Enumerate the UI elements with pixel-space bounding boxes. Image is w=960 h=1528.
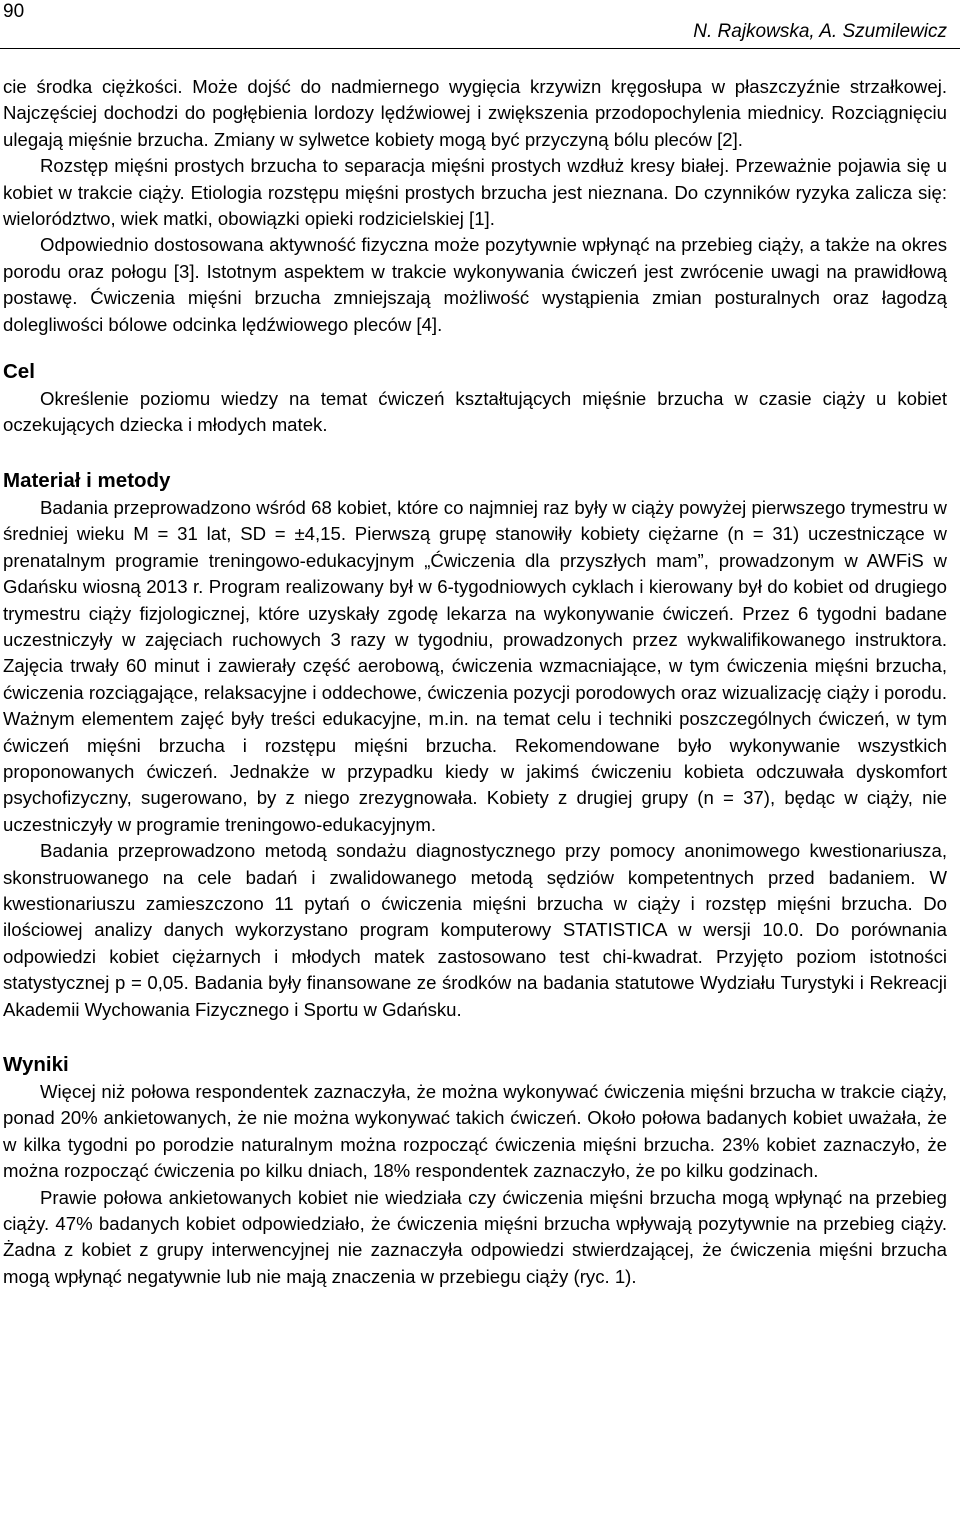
article-body: [3, 74, 947, 1290]
page-number: 90: [3, 1, 25, 22]
intro-paragraph-3: Odpowiednio dostosowana aktywność fizyczna może pozytywnie wpłynąć na przebieg ciąży, a także na okres porodu oraz połogu [3]. Istotnym aspektem w trakcie wykonywania ćwiczeń jest zwrócenie uwagi na prawidłową postawę. Ćwiczenia mięśni brzucha zmniejszają możliwość wystąpienia zmian posturalnych oraz łagodzą dolegliwości bólowe odcinka lędźwiowego pleców [4].: [3, 234, 947, 335]
intro-paragraph-1: cie środka ciężkości. Może dojść do nadmiernego wygięcia krzywizn kręgosłupa w płaszczyźnie strzałkowej. Najczęściej dochodzi do pogłębienia lordozy lędźwiowej i zwiększenia przodopochylenia miednicy. Rozciągnięciu ulegają mięśnie brzucha. Zmiany w sylwetce kobiety mogą być przyczyną bólu pleców [2].: [3, 76, 947, 150]
material-paragraph-1: Badania przeprowadzono wśród 68 kobiet, które co najmniej raz były w ciąży powyżej pierwszego trymestru w średniej wieku M = 31 lat, SD = ±4,15. Pierwszą grupę stanowiły kobiety ciężarne (n = 31) uczestniczące w prenatalnym programie treningowo-edukacyjnym „Ćwiczenia dla przyszłych mam”, prowadzonym w AWFiS w Gdańsku wiosną 2013 r. Program realizowany był w 6-tygodniowych cyklach i kierowany był do kobiet od drugiego trymestru ciąży fizjologicznej, które uzyskały zgodę lekarza na wykonywanie ćwiczeń. Przez 6 tygodni badane uczestniczyły w zajęciach ruchowych 3 razy w tygodniu, prowadzonych przez wykwalifikowanego instruktora. Zajęcia trwały 60 minut i zawierały część aerobową, ćwiczenia wzmacniające, w tym ćwiczenia mięśni brzucha, ćwiczenia rozciągające, relaksacyjne i oddechowe, ćwiczenia pozycji porodowych oraz wizualizację ciąży i porodu. Ważnym elementem zajęć były treści edukacyjne, m.in. na temat celu i techniki poszczególnych ćwiczeń, w tym ćwiczeń mięśni brzucha i rozstępu mięśni brzucha. Rekomendowane było wykonywanie wszystkich proponowanych ćwiczeń. Jednakże w przypadku kiedy w jakimś ćwiczeniu kobieta odczuwała dyskomfort psychofizyczny, sugerowano, by z niego zrezygnowała. Kobiety z drugiej grupy (n = 37), będąc w ciąży, nie uczestniczyły w programie treningowo-edukacyjnym.: [3, 496, 947, 835]
page-header: [0, 0, 960, 52]
wyniki-paragraph-2: Prawie połowa ankietowanych kobiet nie wiedziała czy ćwiczenia mięśni brzucha mogą wpłynąć na przebieg ciąży. 47% badanych kobiet odpowiedziało, że ćwiczenia mięśni brzucha wpływają pozytywnie na przebieg ciąży. Żadna z kobiet z grupy interwencyjnej nie zaznaczyła odpowiedzi stwierdzającej, że ćwiczenia mięśni brzucha mogą wpłynąć negatywnie lub nie mają znaczenia w przebiegu ciąży (ryc. 1).: [3, 1186, 947, 1287]
running-head-authors: N. Rajkowska, A. Szumilewicz: [693, 21, 947, 42]
wyniki-paragraph-1: Więcej niż połowa respondentek zaznaczyła, że można wykonywać ćwiczenia mięśni brzucha w trakcie ciąży, ponad 20% ankietowanych, że nie można wykonywać takich ćwiczeń. Około połowa badanych kobiet uważała, że w kilka tygodni po porodzie naturalnym można rozpocząć ćwiczenia mięśni brzucha. 23% kobiet zaznaczyło, że można rozpocząć ćwiczenia po kilku dniach, 18% respondentek zaznaczyło, że po kilku godzinach.: [3, 1081, 947, 1182]
intro-paragraph-2: Rozstęp mięśni prostych brzucha to separacja mięśni prostych wzdłuż kresy białej. Przeważnie pojawia się u kobiet w trakcie ciąży. Etiologia rozstępu mięśni prostych brzucha jest nieznana. Do czynników ryzyka zalicza się: wielorództwo, wiek matki, obowiązki opieki rodzicielskiej [1].: [3, 155, 947, 230]
section-heading-wyniki: Wyniki: [3, 1053, 69, 1076]
header-rule: [0, 48, 960, 49]
section-heading-cel: Cel: [3, 360, 35, 384]
section-heading-material: Materiał i metody: [3, 468, 171, 492]
cel-paragraph: Określenie poziomu wiedzy na temat ćwiczeń kształtujących mięśnie brzucha w czasie ciąży u kobiet oczekujących dziecka i młodych matek.: [3, 388, 947, 436]
material-paragraph-2: Badania przeprowadzono metodą sondażu diagnostycznego przy pomocy anonimowego kwestionariusza, skonstruowanego na cele badań i zwalidowanego metodą sędziów kompetentnych przed badaniem. W kwestionariuszu zamieszczono 11 pytań o ćwiczenia mięśni brzucha w ciąży i rozstęp mięśni brzucha. Do ilościowej analizy danych wykorzystano program komputerowy STATISTICA w wersji 10.0. Do porównania odpowiedzi kobiet ciężarnych i młodych matek zastosowano test chi-kwadrat. Przyjęto poziom istotności statystycznej p = 0,05. Badania były finansowane ze środków na badania statutowe Wydziału Turystyki i Rekreacji Akademii Wychowania Fizycznego i Sportu w Gdańsku.: [3, 840, 947, 1020]
